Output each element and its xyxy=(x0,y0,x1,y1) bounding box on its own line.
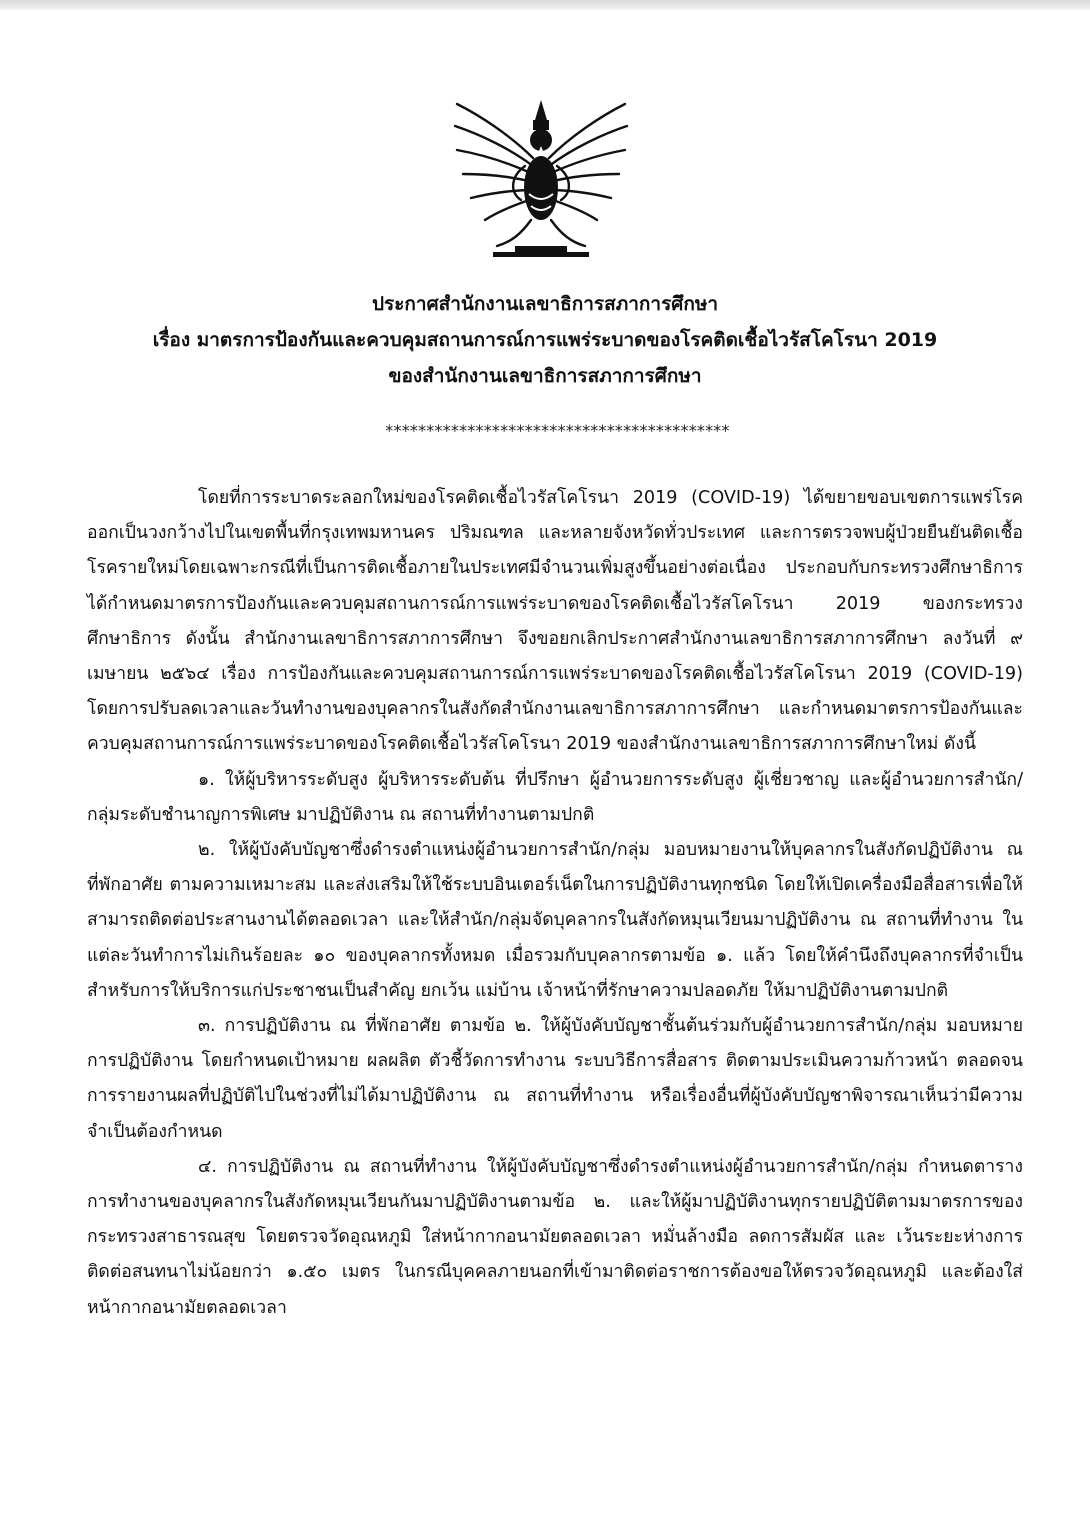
announcement-heading xyxy=(0,286,1090,394)
viewer-top-edge xyxy=(0,0,1090,10)
clause-3: ๓. การปฏิบัติงาน ณ ที่พักอาศัย ตามข้อ ๒. ให้ผู้บังคับบัญชาชั้นต้นร่วมกับผู้อำนวยการสำนัก/กลุ่ม มอบหมายการปฏิบัติงาน โดยกำหนดเป้าหมาย ผลผลิต ตัวชี้วัดการทำงาน ระบบวิธีการสื่อสาร ติดตามประเมินความก้าวหน้า ตลอดจนการรายงานผลที่ปฏิบัติไปในช่วงที่ไม่ได้มาปฏิบัติงาน ณ สถานที่ทำงาน หรือเรื่องอื่นที่ผู้บังคับบัญชาพิจารณาเห็นว่ามีความจำเป็นต้องกำหนด xyxy=(87,1016,1023,1142)
clause-2: ๒. ให้ผู้บังคับบัญชาซึ่งดำรงตำแหน่งผู้อำนวยการสำนัก/กลุ่ม มอบหมายงานให้บุคลากรในสังกัดปฏิบัติงาน ณ ที่พักอาศัย ตามความเหมาะสม และส่งเสริมให้ใช้ระบบอินเตอร์เน็ตในการปฏิบัติงานทุกชนิด โดยให้เปิดเครื่องมือสื่อสารเพื่อให้สามารถติดต่อประสานงานได้ตลอดเวลา และให้สำนัก/กลุ่มจัดบุคลากรในสังกัดหมุนเวียนมาปฏิบัติงาน ณ สถานที่ทำงาน ในแต่ละวันทำการไม่เกินร้อยละ ๑๐ ของบุคลากรทั้งหมด เมื่อรวมกับบุคลากรตามข้อ ๑. แล้ว โดยให้คำนึงถึงบุคลากรที่จำเป็นสำหรับการให้บริการแก่ประชาชนเป็นสำคัญ ยกเว้น แม่บ้าน เจ้าหน้าที่รักษาความปลอดภัย ให้มาปฏิบัติงานตามปกติ xyxy=(87,840,1023,1001)
clause-4: ๔. การปฏิบัติงาน ณ สถานที่ทำงาน ให้ผู้บังคับบัญชาซึ่งดำรงตำแหน่งผู้อำนวยการสำนัก/กลุ่ม กำหนดตารางการทำงานของบุคลากรในสังกัดหมุนเวียนกันมาปฏิบัติงานตามข้อ ๒. และให้ผู้มาปฏิบัติงานทุกรายปฏิบัติตามมาตรการของกระทรวงสาธารณสุข โดยตรวจวัดอุณหภูมิ ใส่หน้ากากอนามัยตลอดเวลา หมั่นล้างมือ ลดการสัมผัส และ เว้นระยะห่างการติดต่อสนทนาไม่น้อยกว่า ๑.๕๐ เมตร ในกรณีบุคคลภายนอกที่เข้ามาติดต่อราชการต้องขอให้ตรวจวัดอุณหภูมิ และต้องใส่หน้ากากอนามัยตลอดเวลา xyxy=(87,1156,1023,1318)
garuda-emblem-icon xyxy=(451,96,631,266)
announcement-title: ประกาศสำนักงานเลขาธิการสภาการศึกษา xyxy=(371,293,719,315)
intro-paragraph: โดยที่การระบาดระลอกใหม่ของโรคติดเชื้อไวรัสโคโรนา 2019 (COVID-19) ได้ขยายขอบเขตการแพร่โรคออกเป็นวงกว้างไปในเขตพื้นที่กรุงเทพมหานคร ปริมณฑล และหลายจังหวัดทั่วประเทศ และการตรวจพบผู้ป่วยยืนยันติดเชื้อโรครายใหม่โดยเฉพาะกรณีที่เป็นการติดเชื้อภายในประเทศมีจำนวนเพิ่มสูงขึ้นอย่างต่อเนื่อง ประกอบกับกระทรวงศึกษาธิการได้กำหนดมาตรการป้องกันและควบคุมสถานการณ์การแพร่ระบาดของโรคติดเชื้อไวรัสโคโรนา 2019 ของกระทรวงศึกษาธิการ ดังนั้น สำนักงานเลขาธิการสภาการศึกษา จึงขอยกเลิกประกาศสำนักงานเลขาธิการสภาการศึกษา ลงวันที่ ๙ เมษายน ๒๕๖๔ เรื่อง การป้องกันและควบคุมสถานการณ์การแพร่ระบาดของโรคติดเชื้อไวรัสโคโรนา 2019 (COVID-19) โดยการปรับลดเวลาและวันทำงานของบุคลากรในสังกัดสำนักงานเลขาธิการสภาการศึกษา และกำหนดมาตรการป้องกันและควบคุมสถานการณ์การแพร่ระบาดของโรคติดเชื้อไวรัสโคโรนา 2019 ของสำนักงานเลขาธิการสภาการศึกษาใหม่ ดังนี้ xyxy=(87,488,1023,755)
announcement-subject: เรื่อง มาตรการป้องกันและควบคุมสถานการณ์การแพร่ระบาดของโรคติดเชื้อไวรัสโคโรนา 2019 xyxy=(152,329,938,351)
separator-line: ****************************************** xyxy=(385,421,730,440)
announcement-body xyxy=(87,481,1023,1326)
announcement-issuer: ของสำนักงานเลขาธิการสภาการศึกษา xyxy=(388,365,702,387)
clause-1: ๑. ให้ผู้บริหารระดับสูง ผู้บริหารระดับต้น ที่ปรึกษา ผู้อำนวยการระดับสูง ผู้เชี่ยวชาญ และผู้อำนวยการสำนัก/กลุ่มระดับชำนาญการพิเศษ มาปฏิบัติงาน ณ สถานที่ทำงานตามปกติ xyxy=(87,769,1023,825)
